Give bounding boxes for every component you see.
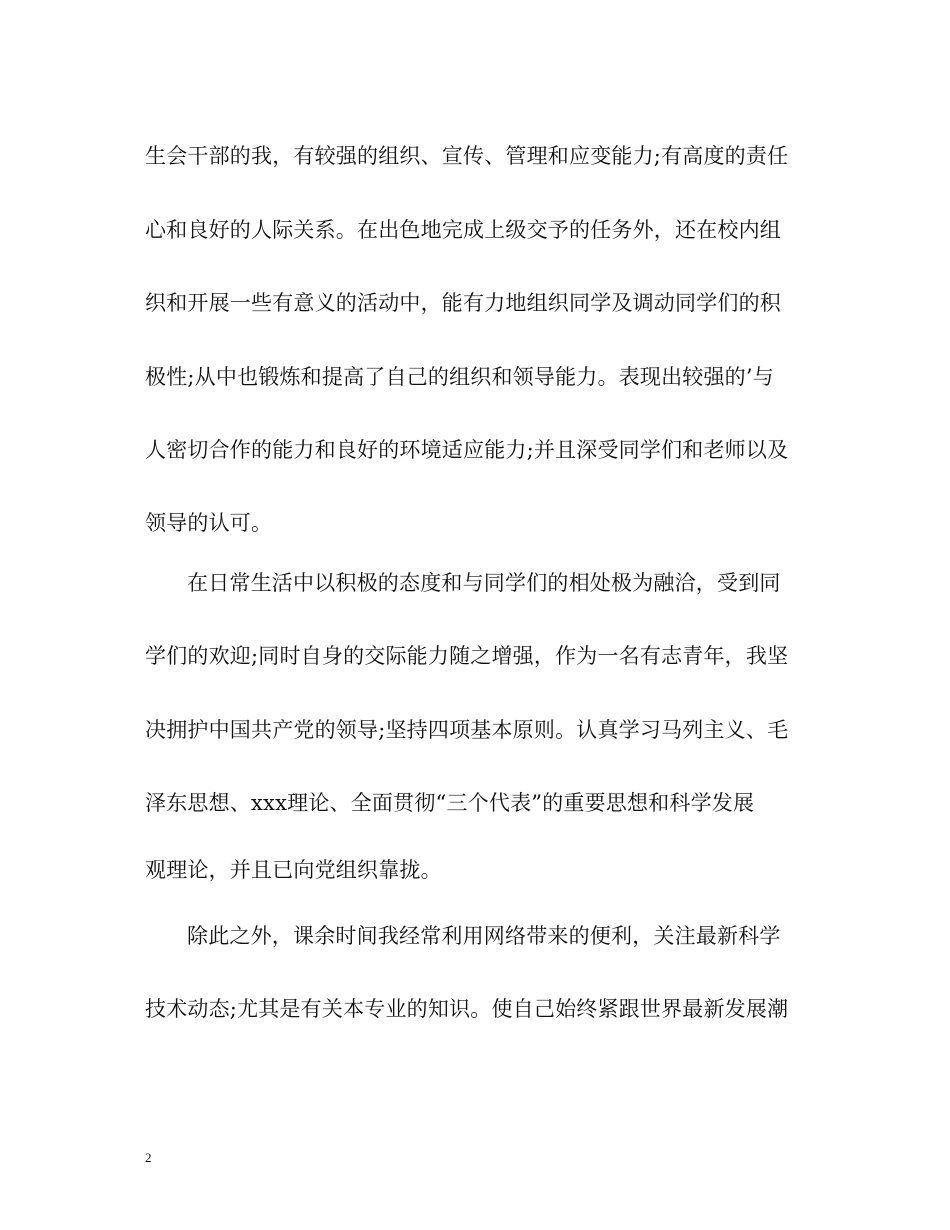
text-line: 人密切合作的能力和良好的环境适应能力;并且深受同学们和老师以及 [145, 438, 789, 462]
text-line: 极性;从中也锻炼和提高了自己的组织和领导能力。表现出较强的’与 [145, 365, 774, 389]
text-line: 观理论，并且已向党组织靠拢。 [145, 858, 442, 882]
text-line: 泽东思想、xxx理论、全面贯彻“三个代表”的重要思想和科学发展 [145, 791, 755, 815]
text-line: 技术动态;尤其是有关本专业的知识。使自己始终紧跟世界最新发展潮 [145, 997, 789, 1021]
text-line: 决拥护中国共产党的领导;坚持四项基本原则。认真学习马列主义、毛 [145, 718, 789, 742]
text-line: 心和良好的人际关系。在出色地完成上级交予的任务外，还在校内组 [145, 218, 781, 242]
paragraph-first-line: 在日常生活中以积极的态度和与同学们的相处极为融洽，受到同 [187, 571, 781, 595]
text-line: 学们的欢迎;同时自身的交际能力随之增强，作为一名有志青年，我坚 [145, 644, 789, 668]
text-line: 生会干部的我，有较强的组织、宣传、管理和应变能力;有高度的责任 [145, 144, 789, 168]
text-line: 领导的认可。 [145, 511, 273, 535]
paragraph-first-line: 除此之外，课余时间我经常利用网络带来的便利，关注最新科学 [187, 924, 781, 948]
text-line: 织和开展一些有意义的活动中，能有力地组织同学及调动同学们的积 [145, 291, 781, 315]
page-number: 2 [145, 1150, 152, 1165]
